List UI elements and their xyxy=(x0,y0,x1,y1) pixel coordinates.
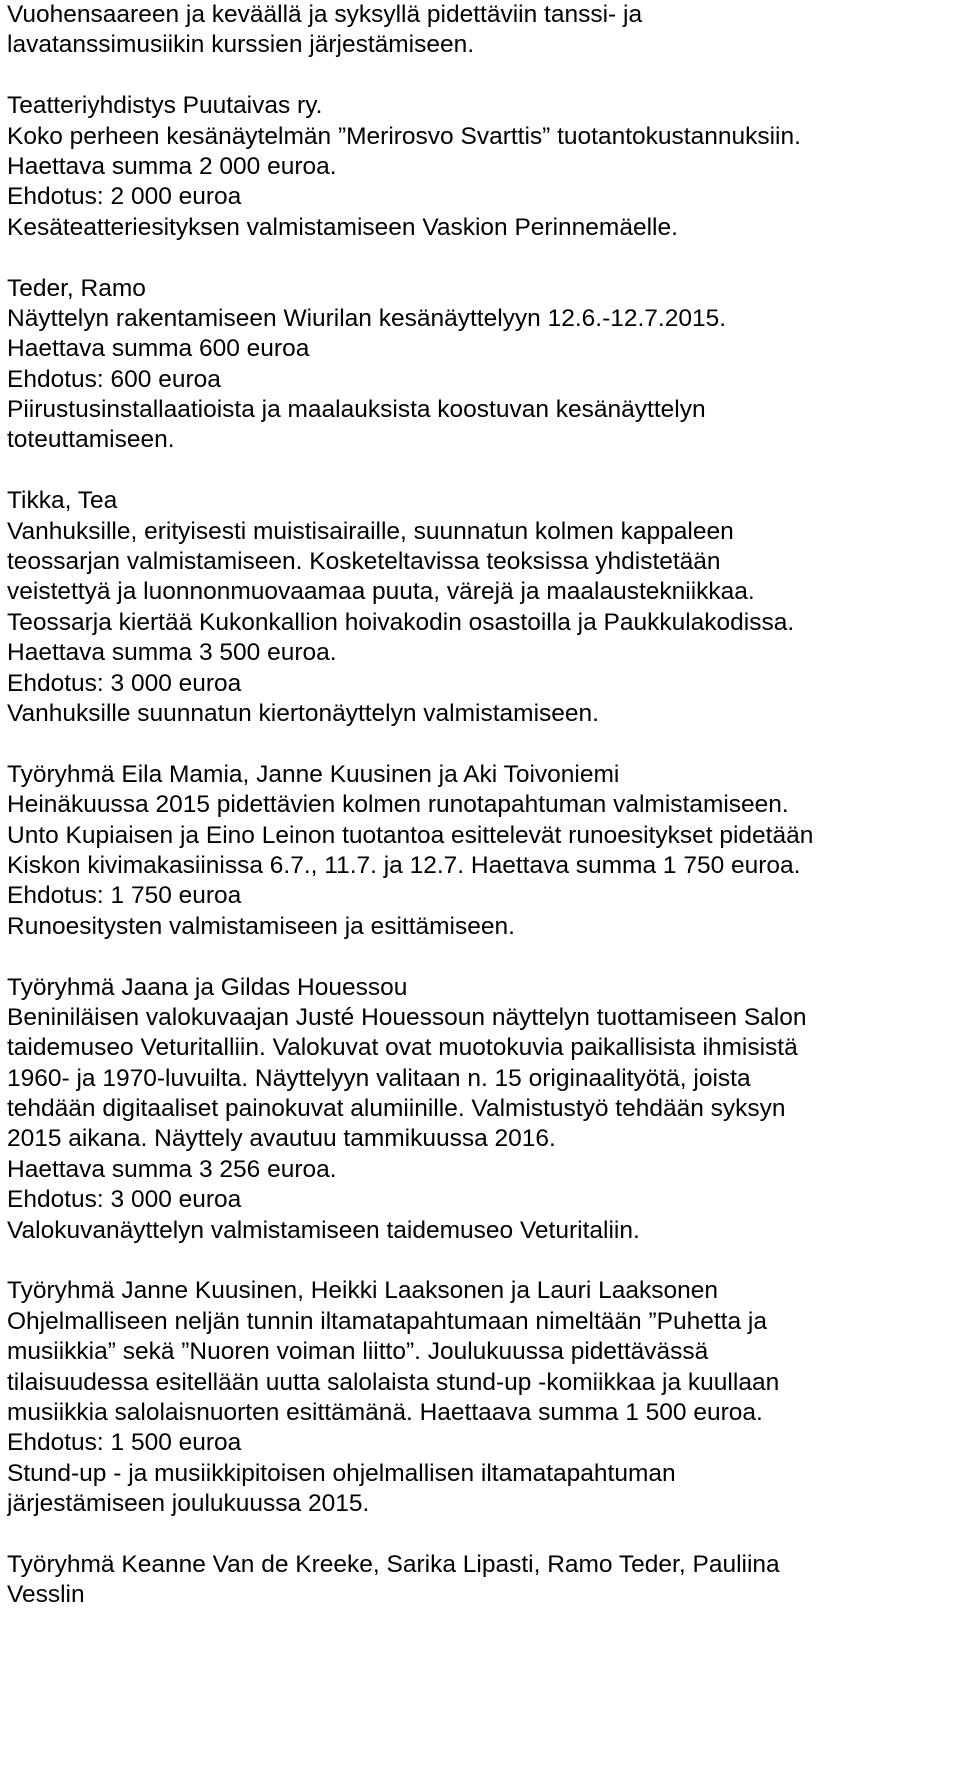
text-line: Haettava summa 2 000 euroa. xyxy=(7,152,337,180)
text-line: Valokuvanäyttelyn valmistamiseen taidemuseo Veturitaliin. xyxy=(7,1216,640,1244)
paragraph-gap xyxy=(7,729,950,759)
entry-heading: Työryhmä Jaana ja Gildas Houessou xyxy=(7,973,408,1001)
text-line: Ehdotus: 3 000 euroa xyxy=(7,669,242,697)
entry-heading: Työryhmä Janne Kuusinen, Heikki Laaksonen ja Lauri Laaksonen xyxy=(7,1277,718,1305)
text-line: järjestämiseen joulukuussa 2015. xyxy=(7,1490,370,1518)
text-line: Heinäkuussa 2015 pidettävien kolmen runotapahtuman valmistamiseen. xyxy=(7,791,789,819)
text-line: tilaisuudessa esitellään uutta salolaista stund-up -komiikkaa ja kuullaan xyxy=(7,1368,780,1396)
text-line: Vanhuksille, erityisesti muistisairaille, suunnatun kolmen kappaleen xyxy=(7,517,734,545)
grant-entry xyxy=(7,274,950,456)
entry-heading: Työryhmä Keanne Van de Kreeke, Sarika Lipasti, Ramo Teder, Pauliina xyxy=(7,1550,780,1578)
text-line: Vanhuksille suunnatun kiertonäyttelyn valmistamiseen. xyxy=(7,699,599,727)
text-line: Beniniläisen valokuvaajan Justé Houessoun näyttelyn tuottamiseen Salon xyxy=(7,1003,807,1031)
text-line: Stund-up - ja musiikkipitoisen ohjelmallisen iltamatapahtuman xyxy=(7,1459,676,1487)
text-line: musiikkia salolaisnuorten esittämänä. Haettaava summa 1 500 euroa. xyxy=(7,1398,763,1426)
text-line: lavatanssimusiikin kurssien järjestämiseen. xyxy=(7,31,475,59)
paragraph-gap xyxy=(7,942,950,972)
text-line: Haettava summa 3 500 euroa. xyxy=(7,639,337,667)
text-line: tehdään digitaaliset painokuvat alumiinille. Valmistustyö tehdään syksyn xyxy=(7,1095,786,1123)
paragraph-gap xyxy=(7,61,950,91)
text-line: Ohjelmalliseen neljän tunnin iltamatapahtumaan nimeltään ”Puhetta ja xyxy=(7,1307,767,1335)
text-line: Kesäteatteriesityksen valmistamiseen Vaskion Perinnemäelle. xyxy=(7,213,678,241)
text-line: Ehdotus: 600 euroa xyxy=(7,365,221,393)
text-line: Haettava summa 3 256 euroa. xyxy=(7,1155,337,1183)
text-line: Näyttelyn rakentamiseen Wiurilan kesänäyttelyyn 12.6.-12.7.2015. xyxy=(7,304,727,332)
text-line: toteuttamiseen. xyxy=(7,426,175,454)
grant-entry xyxy=(7,973,950,1247)
grant-entry xyxy=(7,91,950,243)
text-line: Haettava summa 600 euroa xyxy=(7,335,310,363)
text-line: Ehdotus: 1 750 euroa xyxy=(7,882,242,910)
text-line: Ehdotus: 2 000 euroa xyxy=(7,183,242,211)
text-line: Kiskon kivimakasiinissa 6.7., 11.7. ja 12.7. Haettava summa 1 750 euroa. xyxy=(7,851,801,879)
text-line: teossarjan valmistamiseen. Kosketeltavissa teoksissa yhdistetään xyxy=(7,548,721,576)
text-line: musiikkia” sekä ”Nuoren voiman liitto”. Joulukuussa pidettävässä xyxy=(7,1338,709,1366)
entry-heading: Työryhmä Eila Mamia, Janne Kuusinen ja Aki Toivoniemi xyxy=(7,760,620,788)
grant-entry xyxy=(7,1276,950,1519)
text-line: veistettyä ja luonnonmuovaamaa puuta, värejä ja maalaustekniikkaa. xyxy=(7,578,755,606)
paragraph-gap xyxy=(7,1246,950,1276)
text-line: Unto Kupiaisen ja Eino Leinon tuotantoa esittelevät runoesitykset pidetään xyxy=(7,821,814,849)
text-line: Ehdotus: 3 000 euroa xyxy=(7,1186,242,1214)
grant-entry xyxy=(7,486,950,729)
paragraph-gap xyxy=(7,243,950,273)
paragraph-gap xyxy=(7,456,950,486)
text-line: Teossarja kiertää Kukonkallion hoivakodin osastoilla ja Paukkulakodissa. xyxy=(7,608,795,636)
entry-heading: Teder, Ramo xyxy=(7,274,146,302)
text-line: 1960- ja 1970-luvuilta. Näyttelyyn valitaan n. 15 originaalityötä, joista xyxy=(7,1064,751,1092)
grant-entry xyxy=(7,760,950,942)
text-line: Vuohensaareen ja keväällä ja syksyllä pidettäviin tanssi- ja xyxy=(7,1,643,28)
text-line: 2015 aikana. Näyttely avautuu tammikuussa 2016. xyxy=(7,1125,556,1153)
text-line: Koko perheen kesänäytelmän ”Merirosvo Svarttis” tuotantokustannuksiin. xyxy=(7,122,801,150)
text-line: Vesslin xyxy=(7,1581,85,1609)
text-line: Ehdotus: 1 500 euroa xyxy=(7,1429,242,1457)
text-line: Piirustusinstallaatioista ja maalauksista koostuvan kesänäyttelyn xyxy=(7,396,706,424)
entry-heading: Tikka, Tea xyxy=(7,487,118,515)
entry-heading: Teatteriyhdistys Puutaivas ry. xyxy=(7,92,323,120)
grant-entry xyxy=(7,1550,950,1611)
text-line: Runoesitysten valmistamiseen ja esittämiseen. xyxy=(7,912,515,940)
grant-entry xyxy=(7,0,950,61)
text-line: taidemuseo Veturitalliin. Valokuvat ovat muotokuvia paikallisista ihmisistä xyxy=(7,1034,798,1062)
paragraph-gap xyxy=(7,1520,950,1550)
